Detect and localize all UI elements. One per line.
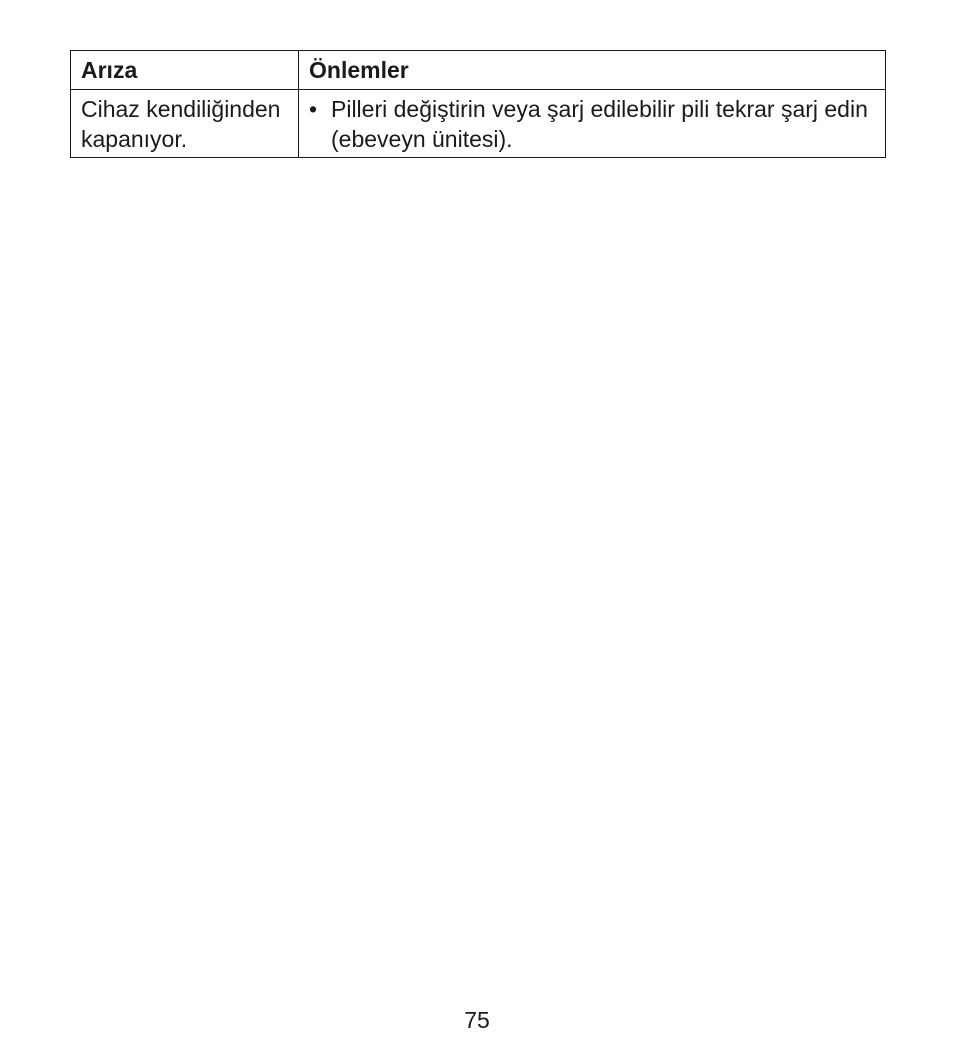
table-row xyxy=(71,90,886,158)
column-header-measures: Önlemler xyxy=(299,51,886,90)
measure-text: Pilleri değiştirin veya şarj edilebilir pili tekrar şarj edin (ebeveyn ünitesi). xyxy=(331,96,868,152)
table-header-row xyxy=(71,51,886,90)
troubleshooting-table xyxy=(70,50,886,158)
list-item xyxy=(309,94,877,154)
fault-cell: Cihaz kendiliğinden kapanıyor. xyxy=(71,90,299,158)
bullet-icon: • xyxy=(309,96,318,122)
measures-cell xyxy=(299,90,886,158)
column-header-fault: Arıza xyxy=(71,51,299,90)
page-number: 75 xyxy=(464,1007,490,1033)
